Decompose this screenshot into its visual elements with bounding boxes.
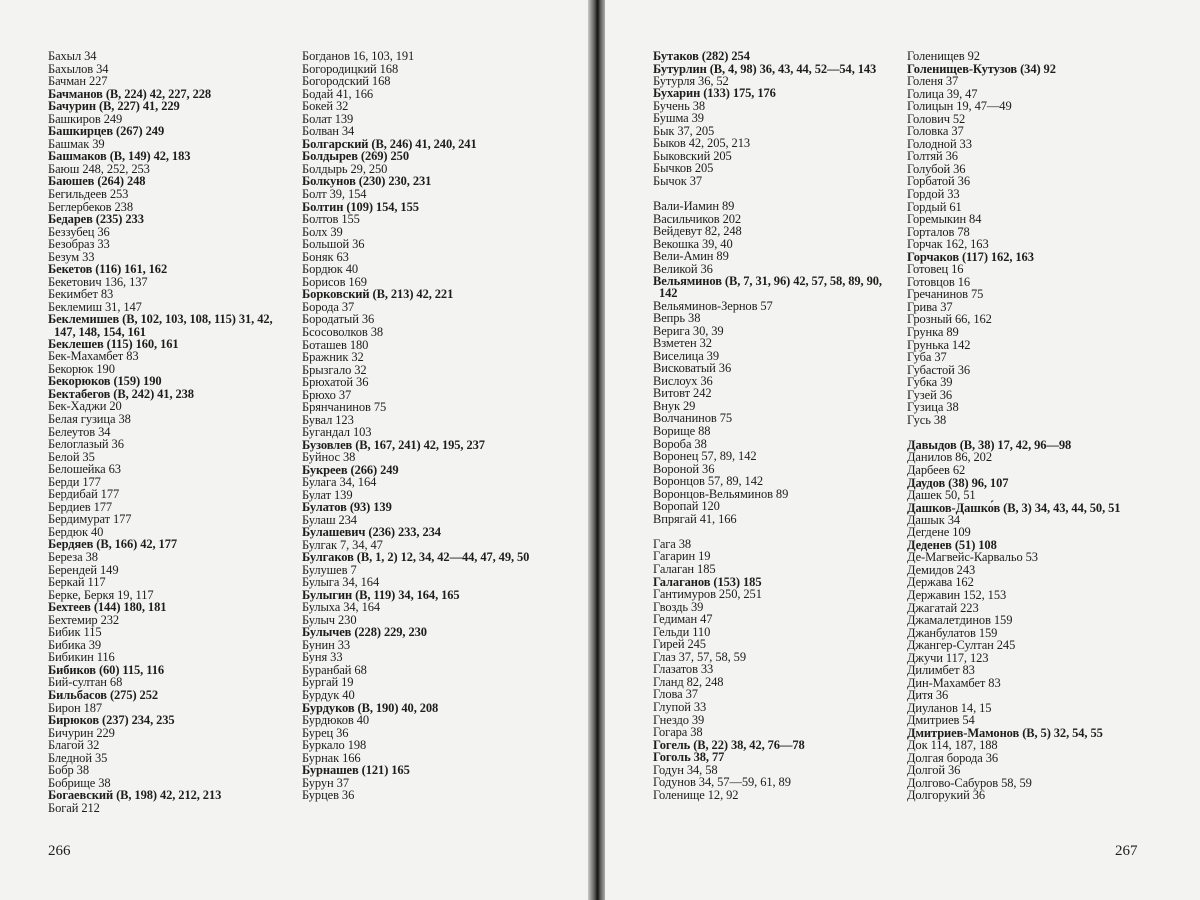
- index-entry: Долгой 36: [907, 763, 961, 778]
- index-entry: Белеутов 34: [48, 424, 111, 439]
- index-entry: Дмитриев-Мамонов (В, 5) 32, 54, 55: [907, 726, 1103, 741]
- index-entry: Бувал 123: [302, 412, 354, 427]
- index-entry: Булыч 230: [302, 612, 357, 627]
- index-entry: Быков 42, 205, 213: [653, 136, 750, 151]
- index-entry: Бильбасов (275) 252: [48, 687, 159, 702]
- index-entry: Верига 30, 39: [653, 323, 724, 338]
- index-entry: Беклемишев (В, 102, 103, 108, 115) 31, 42, 147, 148, 154, 161: [48, 312, 273, 339]
- index-entry: Болван 34: [302, 124, 355, 139]
- index-entry: Джангер-Султан 245: [907, 638, 1016, 653]
- index-entry: Булат 139: [302, 487, 353, 502]
- index-entry: Виселица 39: [653, 348, 719, 363]
- index-entry: Горчаков (117) 162, 163: [907, 249, 1034, 264]
- index-entry: Булыгин (В, 119) 34, 164, 165: [302, 587, 460, 602]
- index-entry: Бобрище 38: [48, 775, 111, 790]
- index-entry: Гордый 61: [907, 199, 962, 214]
- index-entry: Булычев (228) 229, 230: [302, 625, 427, 640]
- index-entry: Беклемиш 31, 147: [48, 299, 142, 314]
- index-entry: Гузица 38: [907, 400, 959, 415]
- index-entry: Булага 34, 164: [302, 475, 377, 490]
- index-entry: Бычок 37: [653, 174, 703, 189]
- index-entry: Бекорюк 190: [48, 361, 115, 376]
- index-entry: Головка 37: [907, 124, 964, 139]
- index-entry: Великой 36: [653, 261, 713, 276]
- index-entry: Грива 37: [907, 299, 953, 314]
- index-entry: Болдырев (269) 250: [302, 149, 409, 164]
- index-entry: Демидов 243: [907, 562, 976, 577]
- index-entry: Бек-Хаджи 20: [48, 399, 122, 414]
- index-entry: Готовец 16: [907, 262, 964, 277]
- index-entry: Брызгало 32: [302, 362, 367, 377]
- index-entry: Беззубец 36: [48, 224, 110, 239]
- index-entry: Бачманов (В, 224) 42, 227, 228: [48, 86, 212, 101]
- index-entry: Болтов 155: [302, 212, 360, 227]
- index-entry: Данилов 86, 202: [907, 450, 992, 465]
- index-entry: Дашков-Дашко́в (В, 3) 34, 43, 44, 50, 51: [907, 500, 1121, 515]
- index-entry: Бирюков (237) 234, 235: [48, 713, 175, 728]
- index-entry: Дашык 34: [907, 512, 960, 527]
- index-entry: Булгак 7, 34, 47: [302, 537, 383, 552]
- index-entry: Дашек 50, 51: [907, 488, 976, 503]
- index-entry: Гордой 33: [907, 187, 960, 202]
- index-entry: Голица 39, 47: [907, 86, 978, 101]
- index-entry: Висковатый 36: [653, 361, 732, 376]
- index-entry: Глова 37: [653, 687, 698, 702]
- index-entry: Бирон 187: [48, 700, 103, 715]
- index-entry: Баюш 248, 252, 253: [48, 161, 150, 176]
- index-entry: Богданов 16, 103, 191: [302, 49, 415, 63]
- index-entry: Гузей 36: [907, 387, 953, 402]
- index-entry: Вороной 36: [653, 461, 715, 476]
- index-entry: Боняк 63: [302, 249, 349, 264]
- index-entry: Булыга 34, 164: [302, 575, 380, 590]
- index-entry: Баюшев (264) 248: [48, 174, 146, 189]
- index-entry: Джагатай 223: [907, 600, 979, 615]
- index-entry: Бурдюков 40: [302, 713, 370, 728]
- index-entry: Витовт 242: [653, 386, 712, 401]
- index-entry: Дмитриев 54: [907, 713, 975, 728]
- index-entry: Берке, Беркя 19, 117: [48, 587, 154, 602]
- index-entry: Голубой 36: [907, 161, 966, 176]
- index-entry: Воронцов-Вельяминов 89: [653, 486, 789, 501]
- index-entry: Беглербеков 238: [48, 199, 133, 214]
- left-page: [0, 0, 590, 900]
- index-entry: Голодной 33: [907, 136, 972, 151]
- index-entry: Бердюк 40: [48, 524, 104, 539]
- index-entry: Вислоух 36: [653, 373, 713, 388]
- page-number-left: 266: [48, 843, 71, 859]
- index-entry: Галаган 185: [653, 561, 716, 576]
- index-entry: Губа 37: [907, 350, 947, 365]
- index-entry: Бледной 35: [48, 750, 108, 765]
- index-entry: Болт 39, 154: [302, 187, 367, 202]
- page-number-right: 267: [1115, 843, 1138, 859]
- index-entry: Бузовлев (В, 167, 241) 42, 195, 237: [302, 437, 485, 452]
- index-entry: Бердибай 177: [48, 487, 120, 502]
- index-entry: Бобр 38: [48, 763, 89, 778]
- index-entry: Бехтемир 232: [48, 612, 120, 627]
- index-entry: Буркало 198: [302, 738, 367, 753]
- index-entry: Бахыл 34: [48, 49, 97, 63]
- index-entry: Вельяминов (В, 7, 31, 96) 42, 57, 58, 89, 90, 142: [653, 274, 882, 301]
- index-entry: Болгарский (В, 246) 41, 240, 241: [302, 136, 477, 151]
- index-entry: Брюхатой 36: [302, 375, 369, 390]
- index-entry: Дитя 36: [907, 688, 949, 703]
- index-entry: Гоголь 38, 77: [653, 750, 725, 765]
- index-entry: Буня 33: [302, 650, 343, 665]
- index-entry: Бахылов 34: [48, 61, 109, 76]
- index-entry: Бурун 37: [302, 775, 349, 790]
- index-entry: Губастой 36: [907, 362, 971, 377]
- index-entry: Беркай 117: [48, 575, 106, 590]
- index-entry: Даудов (38) 96, 107: [907, 475, 1009, 490]
- index-entry: Бекорюков (159) 190: [48, 374, 162, 389]
- index-entry: Бунин 33: [302, 637, 351, 652]
- index-entry: Богаевский (В, 198) 42, 212, 213: [48, 788, 222, 803]
- index-entry: Боташев 180: [302, 337, 369, 352]
- index-entry: Бордюк 40: [302, 262, 359, 277]
- index-column-right-1: [653, 50, 898, 801]
- index-entry: Белошейка 63: [48, 462, 121, 477]
- index-entry: Бык 37, 205: [653, 123, 715, 138]
- index-entry: Голович 52: [907, 111, 966, 126]
- index-entry: Булаш 234: [302, 512, 357, 527]
- index-entry: Букреев (266) 249: [302, 462, 399, 477]
- index-entry: Бурцев 36: [302, 788, 355, 803]
- index-entry: Бекимбет 83: [48, 287, 114, 302]
- index-entry: Береза 38: [48, 549, 98, 564]
- index-entry: Гнездо 39: [653, 712, 705, 727]
- index-entry: Бичурин 229: [48, 725, 115, 740]
- index-entry: Горемыкин 84: [907, 212, 982, 227]
- index-entry: Волчанинов 75: [653, 411, 733, 426]
- index-entry: Болдырь 29, 250: [302, 161, 388, 176]
- index-entry: Гирей 245: [653, 637, 706, 652]
- index-entry: Долгорукий 36: [907, 788, 986, 803]
- index-entry: Горчак 162, 163: [907, 237, 989, 252]
- index-entry: Годунов 34, 57—59, 61, 89: [653, 775, 791, 790]
- index-entry: Башкиров 249: [48, 111, 123, 126]
- index-entry: Болтин (109) 154, 155: [302, 199, 419, 214]
- index-entry: Дин-Махамбет 83: [907, 675, 1001, 690]
- index-entry: Взметен 32: [653, 336, 712, 351]
- index-entry: Бектабегов (В, 242) 41, 238: [48, 386, 194, 401]
- index-entry: Деденев (51) 108: [907, 537, 997, 552]
- index-entry: Векошка 39, 40: [653, 236, 733, 251]
- index-entry: Воронцов 57, 89, 142: [653, 474, 763, 489]
- index-entry: Голицын 19, 47—49: [907, 99, 1012, 114]
- index-entry: Глаз 37, 57, 58, 59: [653, 649, 746, 664]
- index-entry: Гага 38: [653, 536, 692, 551]
- index-entry: Башкирцев (267) 249: [48, 124, 165, 139]
- index-entry: Васильчиков 202: [653, 211, 742, 226]
- index-entry: Бурнак 166: [302, 750, 361, 765]
- index-entry: Буйнос 38: [302, 450, 356, 465]
- index-entry: Брюхо 37: [302, 387, 352, 402]
- index-entry: Беклешев (115) 160, 161: [48, 336, 179, 351]
- index-entry: Бутурлин (В, 4, 98) 36, 43, 44, 52—54, 143: [653, 61, 877, 76]
- index-entry: Долгово-Сабуров 58, 59: [907, 775, 1032, 790]
- index-entry: Быковский 205: [653, 148, 732, 163]
- index-entry: Дегдене 109: [907, 525, 971, 540]
- index-entry: Бедарев (235) 233: [48, 212, 144, 227]
- index-entry: Бачурин (В, 227) 41, 229: [48, 99, 180, 114]
- index-entry: Бушма 39: [653, 111, 704, 126]
- index-column-left-1: [48, 50, 288, 814]
- index-entry: Гельди 110: [653, 624, 711, 639]
- index-entry: Бражник 32: [302, 350, 364, 365]
- index-entry: Док 114, 187, 188: [907, 738, 998, 753]
- index-entry: Бокей 32: [302, 99, 349, 114]
- index-entry: Болат 139: [302, 111, 354, 126]
- index-entry: Берди 177: [48, 474, 101, 489]
- index-entry: Бучень 38: [653, 98, 706, 113]
- index-entry: Джамалетдинов 159: [907, 613, 1013, 628]
- index-entry: Благой 32: [48, 738, 100, 753]
- index-entry: Гедиман 47: [653, 612, 713, 627]
- index-entry: Галаганов (153) 185: [653, 574, 762, 589]
- index-entry: Долгая борода 36: [907, 750, 999, 765]
- index-entry: Бодай 41, 166: [302, 86, 373, 101]
- index-entry: Булыха 34, 164: [302, 600, 381, 615]
- index-entry: Бычков 205: [653, 161, 714, 176]
- index-entry: Гогель (В, 22) 38, 42, 76—78: [653, 737, 805, 752]
- index-entry: Горбатой 36: [907, 174, 970, 189]
- index-entry: Бурдуков (В, 190) 40, 208: [302, 700, 439, 715]
- index-entry: Внук 29: [653, 398, 696, 413]
- index-entry: Башмак 39: [48, 136, 105, 151]
- index-entry: Богородицкий 168: [302, 61, 399, 76]
- index-entry: Бибикин 116: [48, 650, 115, 665]
- index-entry: Дилимбет 83: [907, 663, 975, 678]
- index-entry: Болх 39: [302, 224, 343, 239]
- index-entry: Бекетов (116) 161, 162: [48, 262, 168, 277]
- index-entry: Джанбулатов 159: [907, 625, 998, 640]
- letter-section-gap: [653, 525, 898, 538]
- index-entry: Бурнашев (121) 165: [302, 763, 410, 778]
- index-entry: Бугандал 103: [302, 425, 372, 440]
- index-entry: Бек-Махамбет 83: [48, 349, 139, 364]
- index-entry: Бибик 115: [48, 625, 102, 640]
- index-entry: Гогара 38: [653, 725, 703, 740]
- index-entry: Державин 152, 153: [907, 588, 1007, 603]
- index-entry: Голеня 37: [907, 74, 959, 89]
- index-entry: Богай 212: [48, 800, 100, 815]
- index-entry: Впрягай 41, 166: [653, 511, 737, 526]
- index-entry: Бурдук 40: [302, 687, 355, 702]
- index-entry: Бсосоволков 38: [302, 325, 384, 340]
- index-entry: Белоглазый 36: [48, 437, 124, 452]
- index-entry: Буранбай 68: [302, 662, 367, 677]
- index-entry: Бердиев 177: [48, 499, 113, 514]
- index-entry: Глупой 33: [653, 699, 707, 714]
- index-entry: Годун 34, 58: [653, 762, 718, 777]
- index-entry: Дарбеев 62: [907, 463, 966, 477]
- index-entry: Булатов (93) 139: [302, 500, 392, 515]
- index-entry: Богородский 168: [302, 74, 391, 89]
- index-entry: Гречанинов 75: [907, 287, 984, 302]
- index-entry: Вали-Иамин 89: [653, 199, 735, 214]
- index-entry: Булгаков (В, 1, 2) 12, 34, 42—44, 47, 49, 50: [302, 550, 530, 565]
- index-entry: Гвоздь 39: [653, 599, 704, 614]
- index-entry: Безобраз 33: [48, 237, 110, 252]
- index-entry: Брянчанинов 75: [302, 400, 387, 415]
- index-entry: Давыдов (В, 38) 17, 42, 96—98: [907, 437, 1072, 452]
- index-entry: Бачман 227: [48, 74, 108, 89]
- index-entry: Грозный 66, 162: [907, 312, 992, 327]
- index-entry: Бутурля 36, 52: [653, 73, 729, 88]
- index-entry: Берендей 149: [48, 562, 119, 577]
- index-entry: Горталов 78: [907, 224, 970, 239]
- index-entry: Гантимуров 250, 251: [653, 587, 762, 602]
- index-entry: Готовцов 16: [907, 274, 971, 289]
- index-entry: Бурец 36: [302, 725, 349, 740]
- index-entry: Голенищев 92: [907, 49, 980, 63]
- index-entry: Булушев 7: [302, 562, 357, 577]
- index-entry: Борковский (В, 213) 42, 221: [302, 287, 454, 302]
- index-entry: Глазатов 33: [653, 662, 714, 677]
- index-entry: Бердяев (В, 166) 42, 177: [48, 537, 177, 552]
- index-entry: Башмаков (В, 149) 42, 183: [48, 149, 191, 164]
- index-entry: Бегильдеев 253: [48, 187, 129, 202]
- index-entry: Грунка 89: [907, 325, 959, 340]
- index-entry: Вельяминов-Зернов 57: [653, 298, 773, 313]
- right-page: [605, 0, 1200, 900]
- index-entry: Белая гузица 38: [48, 411, 131, 426]
- index-entry: Борода 37: [302, 299, 355, 314]
- index-entry: Голенище 12, 92: [653, 787, 739, 802]
- index-entry: Голтяй 36: [907, 149, 958, 164]
- index-entry: Бехтеев (144) 180, 181: [48, 600, 167, 615]
- index-entry: Ворище 88: [653, 424, 711, 438]
- index-entry: Вейдевут 82, 248: [653, 224, 742, 239]
- index-entry: Гагарин 19: [653, 549, 711, 564]
- index-entry: Большой 36: [302, 237, 365, 252]
- index-entry: Безум 33: [48, 249, 95, 264]
- index-entry: Де-Магвейс-Карвальо 53: [907, 550, 1038, 565]
- index-entry: Грунька 142: [907, 337, 971, 352]
- index-entry: Борисов 169: [302, 274, 367, 289]
- index-entry: Бухарин (133) 175, 176: [653, 86, 776, 101]
- index-entry: Гусь 38: [907, 412, 947, 427]
- index-entry: Диуланов 14, 15: [907, 700, 992, 715]
- index-entry: Бутаков (282) 254: [653, 49, 750, 63]
- index-entry: Бекетович 136, 137: [48, 274, 148, 289]
- index-entry: Бий-султан 68: [48, 675, 123, 690]
- index-entry: Бибика 39: [48, 637, 102, 652]
- index-entry: Гланд 82, 248: [653, 674, 724, 689]
- index-entry: Вепрь 38: [653, 311, 701, 326]
- index-entry: Держава 162: [907, 575, 974, 590]
- index-entry: Джучи 117, 123: [907, 650, 989, 665]
- index-entry: Белой 35: [48, 449, 95, 464]
- index-column-left-2: [302, 50, 552, 802]
- index-entry: Бердимурат 177: [48, 512, 132, 527]
- index-entry: Голенищев-Кутузов (34) 92: [907, 61, 1056, 76]
- index-entry: Болкунов (230) 230, 231: [302, 174, 432, 189]
- index-entry: Вели-Амин 89: [653, 249, 729, 264]
- index-entry: Воропай 120: [653, 499, 720, 514]
- index-entry: Булашевич (236) 233, 234: [302, 525, 441, 540]
- index-entry: Бургай 19: [302, 675, 354, 690]
- index-column-right-2: [907, 50, 1169, 802]
- index-entry: Губка 39: [907, 375, 953, 390]
- index-entry: Воронец 57, 89, 142: [653, 449, 757, 464]
- index-entry: Вороба 38: [653, 436, 707, 451]
- index-entry: Бибиков (60) 115, 116: [48, 662, 164, 677]
- index-entry: Бородатый 36: [302, 312, 375, 327]
